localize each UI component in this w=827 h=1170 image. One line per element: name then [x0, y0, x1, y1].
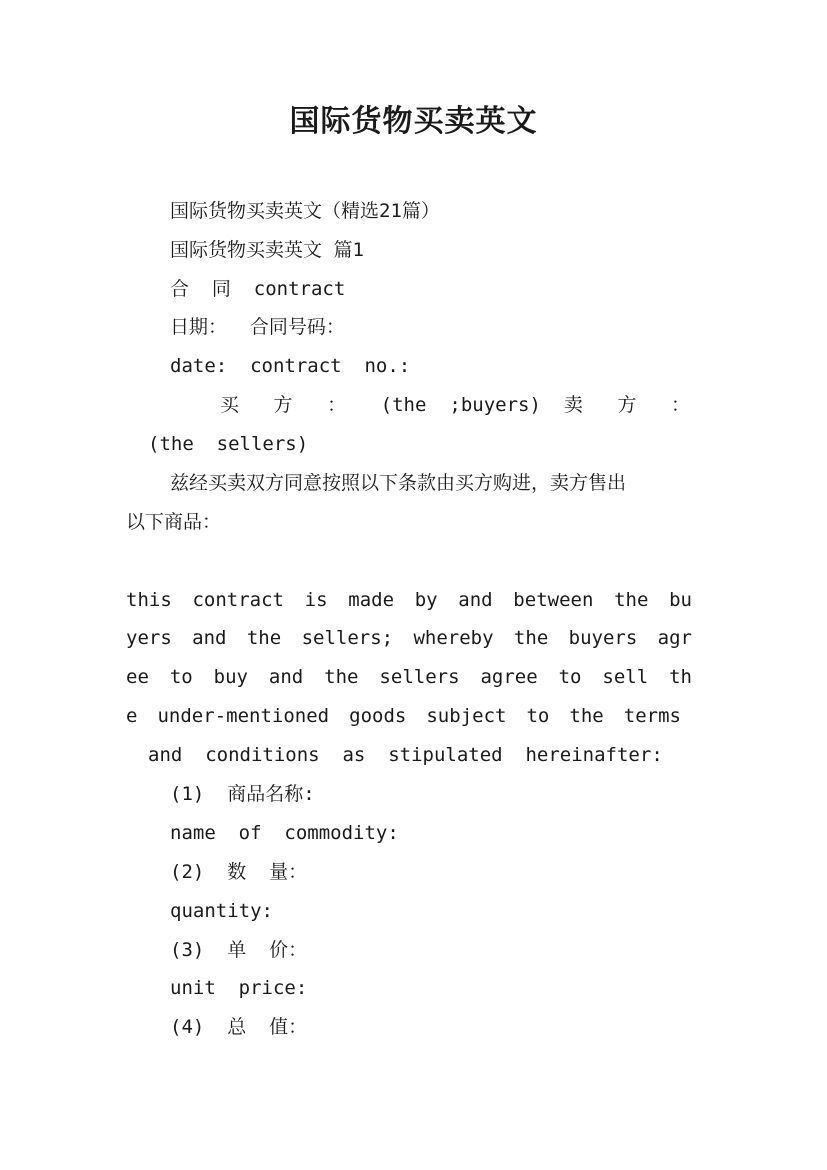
text-line: unit price: — [170, 977, 308, 999]
text-line: date: contract no.: — [170, 355, 411, 377]
text-line: (1) 商品名称: — [170, 783, 315, 805]
text-line: e under-mentioned goods subject to the terms — [126, 705, 681, 727]
text-line: 买 方 ： (the ;buyers) 卖 方 ： — [220, 394, 690, 416]
text-line: and conditions as stipulated hereinafter: — [148, 744, 663, 766]
text-line: (4) 总 值： — [170, 1016, 308, 1038]
text-line: 合 同 contract — [170, 278, 346, 300]
text-line: 日期： 合同号码： — [170, 316, 345, 338]
text-line: this contract is made by and between the bu — [126, 589, 692, 611]
text-line: (the sellers) — [148, 433, 309, 455]
text-line: name of commodity: — [170, 822, 399, 844]
document-title: 国际货物买卖英文 — [289, 104, 538, 139]
text-line: (3) 单 价： — [170, 939, 308, 961]
text-line: 国际货物买卖英文 篇1 — [170, 239, 364, 261]
text-line: 以下商品： — [126, 511, 222, 533]
text-line: ee to buy and the sellers agree to sell th — [126, 666, 692, 688]
text-line: yers and the sellers; whereby the buyers agr — [126, 627, 692, 649]
text-line: 兹经买卖双方同意按照以下条款由买方购进，卖方售出 — [170, 472, 627, 494]
text-line: quantity: — [170, 900, 273, 922]
text-line: (2) 数 量： — [170, 861, 308, 883]
text-line: 国际货物买卖英文（精选21篇） — [170, 200, 440, 222]
